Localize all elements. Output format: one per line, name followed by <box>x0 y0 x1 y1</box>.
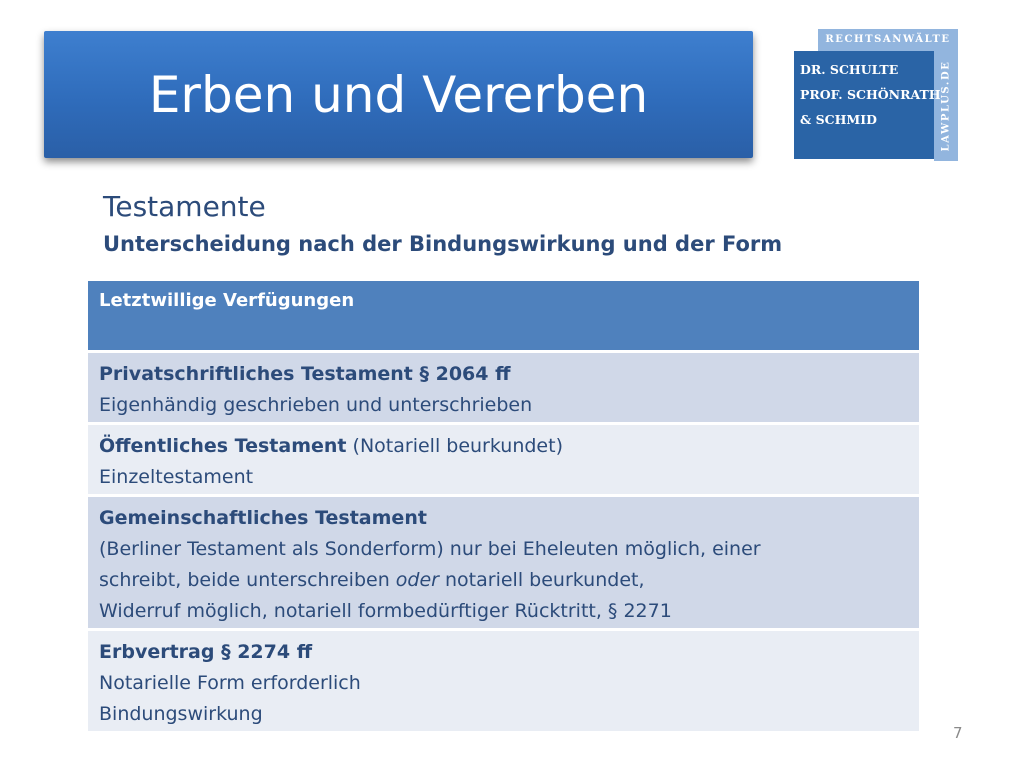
row-text: Einzeltestament <box>99 466 254 488</box>
row-text: Widerruf möglich, notariell formbedürftiger Rücktritt, § 2271 <box>99 600 672 622</box>
row-text: Notarielle Form erforderlich <box>99 672 361 694</box>
row-text: notariell beurkundet, <box>445 569 645 591</box>
table-row-privatschriftlich <box>88 353 919 422</box>
table-row-erbvertrag <box>88 631 919 731</box>
row-heading: Öffentliches Testament <box>99 435 347 457</box>
title-banner <box>44 31 753 158</box>
table-row-gemeinschaftlich <box>88 497 919 628</box>
table-row-oeffentlich <box>88 425 919 494</box>
table-header: Letztwillige Verfügungen <box>88 281 919 350</box>
slide-title: Erben und Vererben <box>148 65 649 124</box>
logo-line-2: PROF. SCHÖNRATH <box>800 87 941 102</box>
law-firm-logo <box>794 29 958 161</box>
section-title: Testamente <box>103 190 266 223</box>
section-subheading: Unterscheidung nach der Bindungswirkung und der Form <box>103 232 783 256</box>
row-text: Eigenhändig geschrieben und unterschrieben <box>99 394 533 416</box>
row-heading: Erbvertrag § 2274 ff <box>99 641 313 663</box>
logo-line-1: DR. SCHULTE <box>800 62 899 77</box>
row-heading-suffix: (Notariell beurkundet) <box>346 435 563 457</box>
logo-main-block <box>794 51 941 159</box>
logo-top-text: RECHTSANWÄLTE <box>818 29 958 51</box>
row-heading: Gemeinschaftliches Testament <box>99 507 427 529</box>
logo-side-text: LAWPLUS.DE <box>940 60 952 152</box>
row-heading: Privatschriftliches Testament § 2064 ff <box>99 363 511 385</box>
page-number: 7 <box>953 724 963 742</box>
testament-table <box>88 281 919 731</box>
logo-line-3: & SCHMID <box>800 112 877 127</box>
row-text: schreibt, beide unterschreiben <box>99 569 390 591</box>
row-text: (Berliner Testament als Sonderform) nur bei Eheleuten möglich, einer <box>99 538 761 560</box>
row-text: Bindungswirkung <box>99 703 263 725</box>
row-text-emphasis: oder <box>395 569 439 591</box>
